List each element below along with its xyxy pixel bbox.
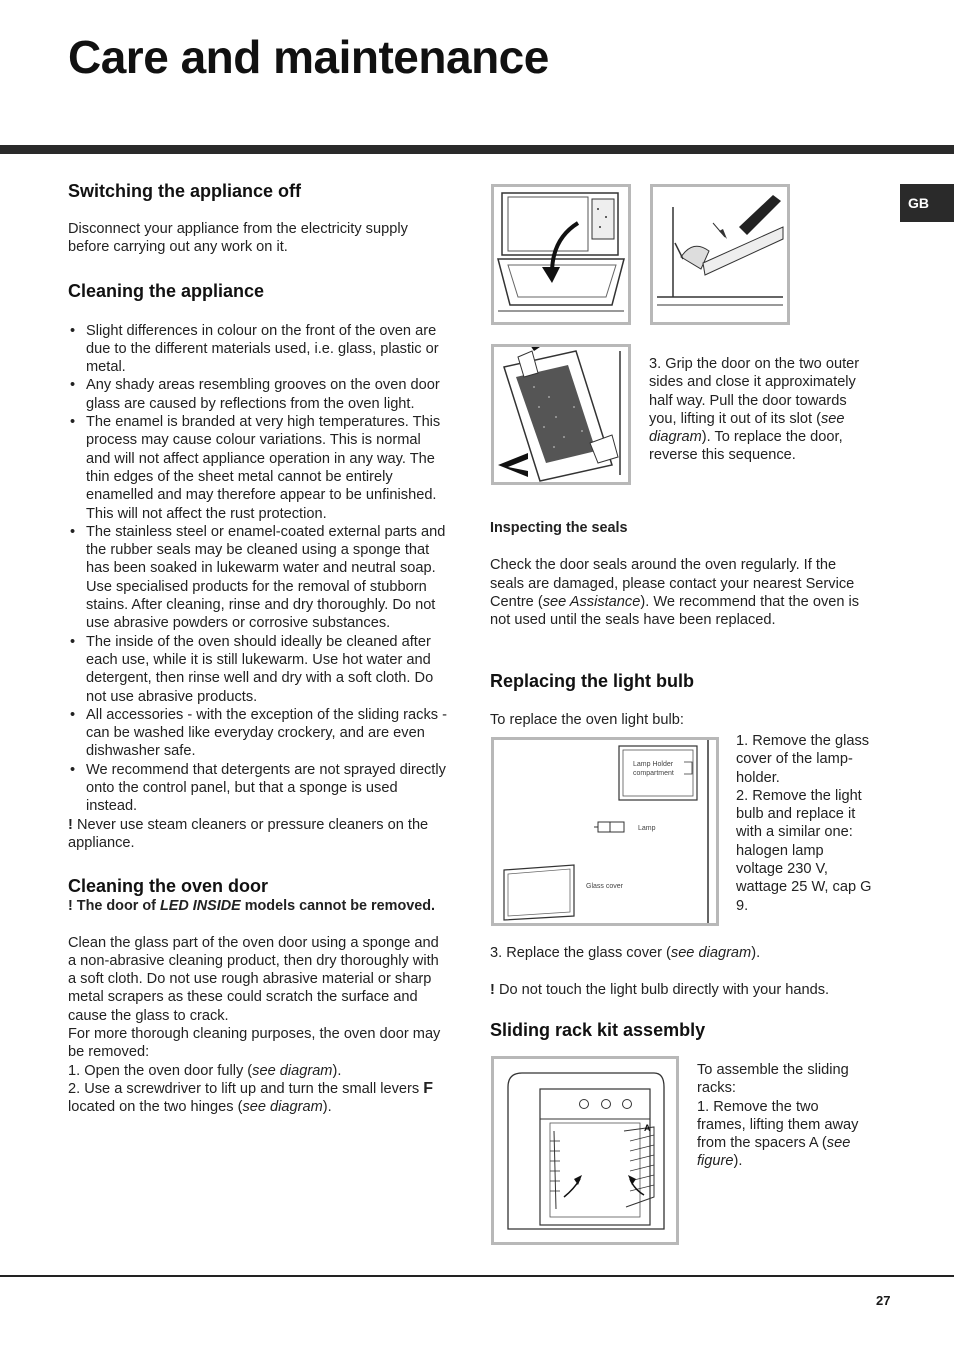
cleaning-heading: Cleaning the appliance bbox=[68, 280, 265, 301]
list-item: • The stainless steel or enamel-coated external parts and the rubber seals may be cleaned using a sponge that has been soaked in lukewarm water and neutral soap. Use specialised products for the removal of stubborn stains. After cleaning, rinse and dry thoroughly. Do not use abrasive powders or corrosive substances. bbox=[68, 523, 448, 633]
lamp-label: Lamp bbox=[638, 825, 656, 832]
step-text: located on the two hinges ( bbox=[68, 1099, 243, 1116]
rack-step-1 bbox=[697, 1098, 871, 1171]
remove-door-figure bbox=[491, 344, 631, 485]
door-step-1 bbox=[68, 1062, 448, 1080]
step-text: 2. Use a screwdriver to lift up and turn the small levers bbox=[68, 1080, 424, 1097]
language-tab: GB bbox=[900, 184, 954, 222]
open-door-figure bbox=[491, 184, 631, 325]
lamp-diagram-illustration bbox=[494, 740, 716, 923]
step-text: 1. Remove the two frames, lifting them away from the spacers A ( bbox=[697, 1098, 859, 1152]
spacer-label: A bbox=[644, 1123, 651, 1133]
open-door-illustration bbox=[494, 187, 628, 322]
warning-text: Never use steam cleaners or pressure cleaners on the appliance. bbox=[68, 816, 429, 851]
cleaning-list bbox=[68, 322, 448, 816]
seals-text-post: ). We recommend that the oven is not used until the seals have been replaced. bbox=[490, 593, 860, 629]
door-para-2: For more thorough cleaning purposes, the oven door may be removed: bbox=[68, 1025, 441, 1061]
figure-ref: see figure bbox=[697, 1135, 851, 1170]
diagram-ref: see diagram bbox=[252, 1062, 333, 1079]
door-para-1: Clean the glass part of the oven door using a sponge and a non-abrasive cleaning product, then dry thoroughly with a soft cloth. Do not use rough abrasive material or sharp metal scrapers as these could scratch the surface and cause the glass to crack. bbox=[68, 934, 439, 1024]
page-title: Care and maintenance bbox=[68, 31, 549, 83]
door-step-2 bbox=[68, 1080, 448, 1117]
note-model: LED INSIDE bbox=[159, 898, 241, 915]
list-item: • Slight differences in colour on the front of the oven are due to the different materials used, i.e. glass, plastic or metal. bbox=[68, 322, 448, 377]
rack-intro: To assemble the sliding racks: bbox=[697, 1062, 849, 1097]
door-step-3 bbox=[649, 355, 867, 465]
bulb-warning bbox=[490, 981, 870, 999]
hinge-lever-figure bbox=[650, 184, 790, 325]
bulb-heading: Replacing the light bulb bbox=[490, 671, 694, 691]
step-text: ). To replace the door, reverse this sequence. bbox=[649, 429, 843, 464]
header-rule bbox=[0, 145, 954, 154]
list-item: • The inside of the oven should ideally be cleaned after each use, while it is still lukewarm. Use hot water and detergent, then rinse well and dry with a soft cloth. Do not use abrasive products. bbox=[68, 633, 448, 706]
bulb-steps bbox=[736, 732, 872, 915]
warning-mark: ! bbox=[490, 982, 495, 999]
glass-cover-label: Glass cover bbox=[586, 883, 623, 890]
diagram-ref: see diagram bbox=[242, 1099, 323, 1116]
step-text: ). bbox=[332, 1062, 342, 1079]
lamp-holder-label: compartment bbox=[633, 770, 674, 777]
page-number: 27 bbox=[876, 1293, 891, 1308]
list-item: • The enamel is branded at very high temperatures. This process may cause colour variations. This is normal and will not affect appliance operation in any way. The thin edges of the sheet metal cannot be entirely enamelled and may therefore appear to be unfinished. This will not affect the rust protection. bbox=[68, 413, 448, 523]
list-item: • We recommend that detergents are not sprayed directly onto the control panel, but that a sponge is used instead. bbox=[68, 761, 448, 816]
seals-section bbox=[490, 519, 870, 629]
assistance-ref: see Assistance bbox=[542, 593, 641, 610]
rack-illustration bbox=[494, 1059, 676, 1242]
steam-warning bbox=[68, 816, 448, 853]
step-text: ). bbox=[751, 945, 761, 961]
warning-text: Do not touch the light bulb directly with your hands. bbox=[498, 982, 830, 999]
bulb-step-3 bbox=[490, 944, 870, 962]
remove-door-illustration bbox=[494, 347, 628, 482]
hinge-lever-illustration bbox=[653, 187, 787, 322]
list-item: • All accessories - with the exception of the sliding racks - can be washed like everyday crockery, and are even dishwasher safe. bbox=[68, 706, 448, 761]
step-text: ). bbox=[733, 1153, 743, 1170]
step-text: 3. Replace the glass cover ( bbox=[490, 945, 671, 961]
list-item: • Any shady areas resembling grooves on the oven door glass are caused by reflections from the oven light. bbox=[68, 376, 448, 413]
bulb-step-1: 1. Remove the glass cover of the lamp-holder. bbox=[736, 733, 870, 786]
bulb-step-2: 2. Remove the light bulb and replace it with a similar one: halogen lamp voltage 230 V, wattage 25 W, cap G 9. bbox=[736, 787, 872, 914]
seals-text bbox=[490, 556, 870, 629]
bulb-intro: To replace the oven light bulb: bbox=[490, 712, 684, 728]
rack-text bbox=[697, 1061, 871, 1171]
footer-rule bbox=[0, 1275, 954, 1277]
lamp-holder-label: Lamp Holder bbox=[633, 761, 674, 768]
warning-mark: ! bbox=[68, 816, 73, 833]
rack-heading: Sliding rack kit assembly bbox=[490, 1019, 706, 1040]
lever-letter: F bbox=[423, 1079, 434, 1097]
seals-text-pre: Check the door seals around the oven regularly. If the seals are damaged, please contact your nearest Service Centre ( bbox=[490, 557, 855, 610]
rack-figure bbox=[491, 1056, 679, 1245]
diagram-ref: see diagram bbox=[670, 945, 752, 961]
step-text: ). bbox=[322, 1099, 332, 1116]
left-column bbox=[68, 180, 448, 1116]
switching-off-text: Disconnect your appliance from the electricity supply before carrying out any work on it. bbox=[68, 221, 408, 256]
step-text: 1. Open the oven door fully ( bbox=[68, 1062, 253, 1079]
bulb-section-tail bbox=[490, 944, 870, 1041]
switching-off-heading: Switching the appliance off bbox=[68, 181, 302, 201]
door-heading: Cleaning the oven door bbox=[68, 876, 269, 897]
door-note bbox=[68, 897, 448, 915]
lamp-diagram bbox=[491, 737, 719, 926]
note-mark: ! bbox=[68, 898, 73, 915]
note-post: models cannot be removed. bbox=[240, 898, 436, 915]
step-text: 3. Grip the door on the two outer sides and close it approximately half way. Pull the door towards you, lifting it out of its slot ( bbox=[649, 356, 860, 427]
bulb-section-head bbox=[490, 670, 870, 729]
seals-heading: Inspecting the seals bbox=[490, 520, 628, 536]
note-pre: The door of bbox=[76, 898, 160, 915]
diagram-ref: see diagram bbox=[649, 410, 845, 446]
